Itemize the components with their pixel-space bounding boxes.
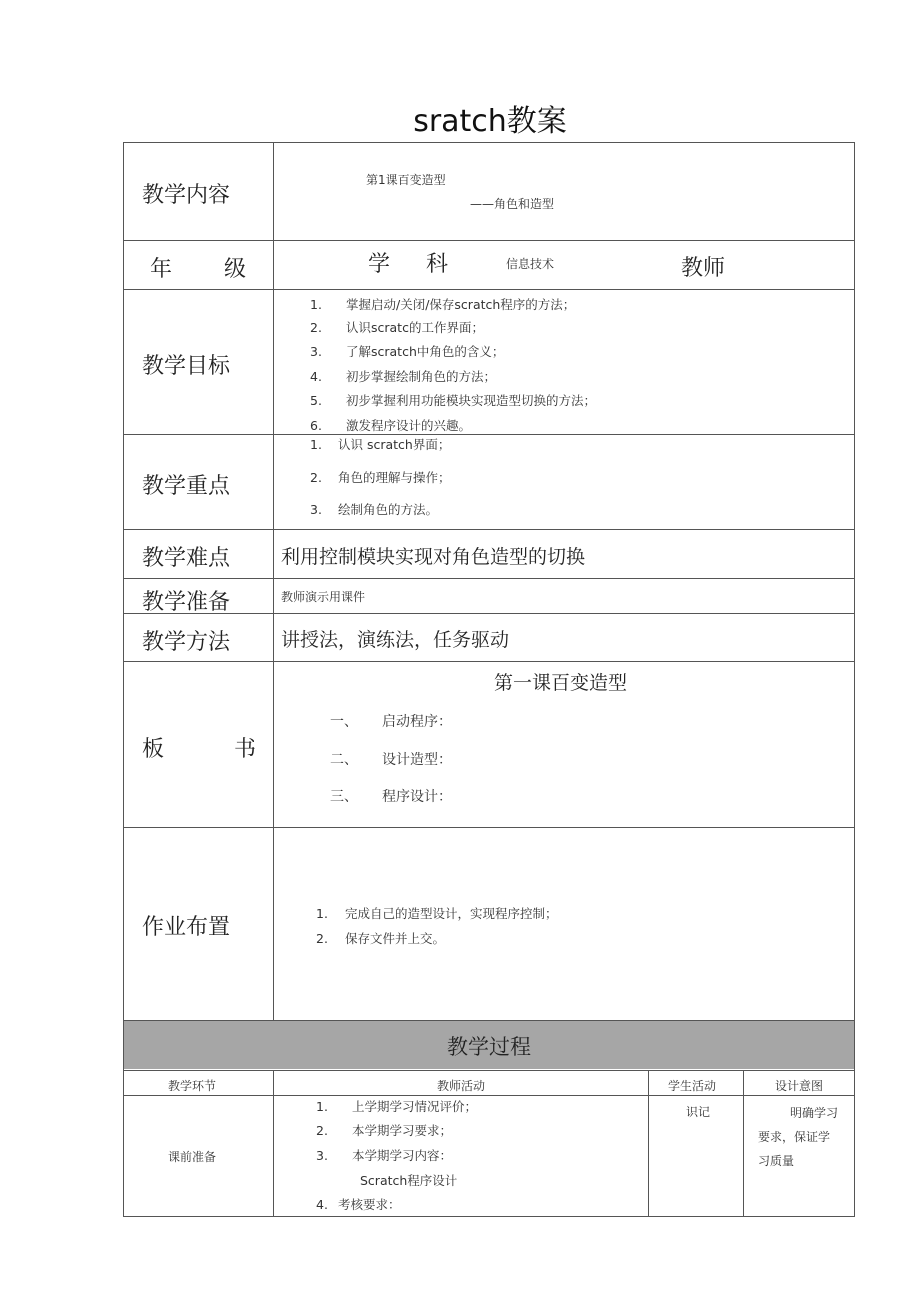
list-item: 2. 保存文件并上交。 bbox=[316, 931, 446, 946]
list-item: Scratch程序设计 bbox=[360, 1173, 458, 1188]
list-item: 4. 考核要求： bbox=[316, 1197, 401, 1212]
prep-value: 教师演示用课件 bbox=[281, 590, 366, 604]
intent-line: 习质量 bbox=[758, 1154, 795, 1168]
goals-label: 教学目标 bbox=[142, 354, 231, 379]
intent-line: 明确学习 bbox=[790, 1106, 839, 1120]
difficulty-label: 教学难点 bbox=[142, 546, 231, 571]
student-activity-cell: 识记 bbox=[686, 1105, 711, 1119]
lesson-subtitle: ——角色和造型 bbox=[470, 197, 555, 211]
list-item: 三、 程序设计： bbox=[330, 789, 452, 805]
document-title: sratch教案 bbox=[413, 104, 567, 139]
list-item: 3. 绘制角色的方法。 bbox=[310, 502, 439, 517]
list-item: 二、 设计造型： bbox=[330, 752, 452, 768]
subject-label-char2: 科 bbox=[426, 252, 449, 277]
list-item: 2. 本学期学习要求； bbox=[316, 1123, 453, 1138]
header-student-activity: 学生活动 bbox=[668, 1079, 717, 1093]
header-stage: 教学环节 bbox=[168, 1079, 217, 1093]
list-item: 1. 掌握启动/关闭/保存scratch程序的方法； bbox=[310, 297, 576, 312]
board-label-char2: 书 bbox=[234, 737, 257, 762]
method-label: 教学方法 bbox=[142, 630, 231, 655]
grade-label-char1: 年 bbox=[150, 257, 173, 282]
subject-label-char1: 学 bbox=[368, 252, 391, 277]
method-value: 讲授法，演练法，任务驱动 bbox=[281, 629, 510, 651]
list-item: 4. 初步掌握绘制角色的方法； bbox=[310, 369, 497, 384]
list-item: 一、 启动程序： bbox=[330, 714, 452, 730]
board-label-char1: 板 bbox=[142, 737, 165, 762]
difficulty-value: 利用控制模块实现对角色造型的切换 bbox=[281, 546, 586, 568]
homework-label: 作业布置 bbox=[142, 915, 231, 940]
stage-cell: 课前准备 bbox=[168, 1150, 217, 1164]
list-item: 1. 上学期学习情况评价； bbox=[316, 1099, 478, 1114]
board-heading: 第一课百变造型 bbox=[494, 672, 628, 694]
list-item: 2. 角色的理解与操作； bbox=[310, 470, 451, 485]
content-label: 教学内容 bbox=[142, 183, 231, 208]
intent-line: 要求，保证学 bbox=[758, 1130, 831, 1144]
list-item: 5. 初步掌握利用功能模块实现造型切换的方法； bbox=[310, 393, 597, 408]
list-item: 1. 完成自己的造型设计，实现程序控制； bbox=[316, 906, 558, 921]
prep-label: 教学准备 bbox=[142, 590, 231, 615]
list-item: 3. 本学期学习内容： bbox=[316, 1148, 453, 1163]
grade-label-char2: 级 bbox=[224, 257, 247, 282]
header-design-intent: 设计意图 bbox=[775, 1079, 824, 1093]
teacher-label: 教师 bbox=[681, 256, 726, 281]
header-teacher-activity: 教师活动 bbox=[437, 1079, 486, 1093]
key-points-label: 教学重点 bbox=[142, 474, 231, 499]
list-item: 2. 认识scratc的工作界面； bbox=[310, 320, 484, 335]
list-item: 1. 认识 scratch界面； bbox=[310, 437, 451, 452]
process-title: 教学过程 bbox=[447, 1035, 531, 1059]
lesson-title: 第1课百变造型 bbox=[366, 173, 446, 187]
list-item: 3. 了解scratch中角色的含义； bbox=[310, 344, 505, 359]
subject-value: 信息技术 bbox=[506, 257, 555, 271]
list-item: 6. 激发程序设计的兴趣。 bbox=[310, 418, 472, 433]
